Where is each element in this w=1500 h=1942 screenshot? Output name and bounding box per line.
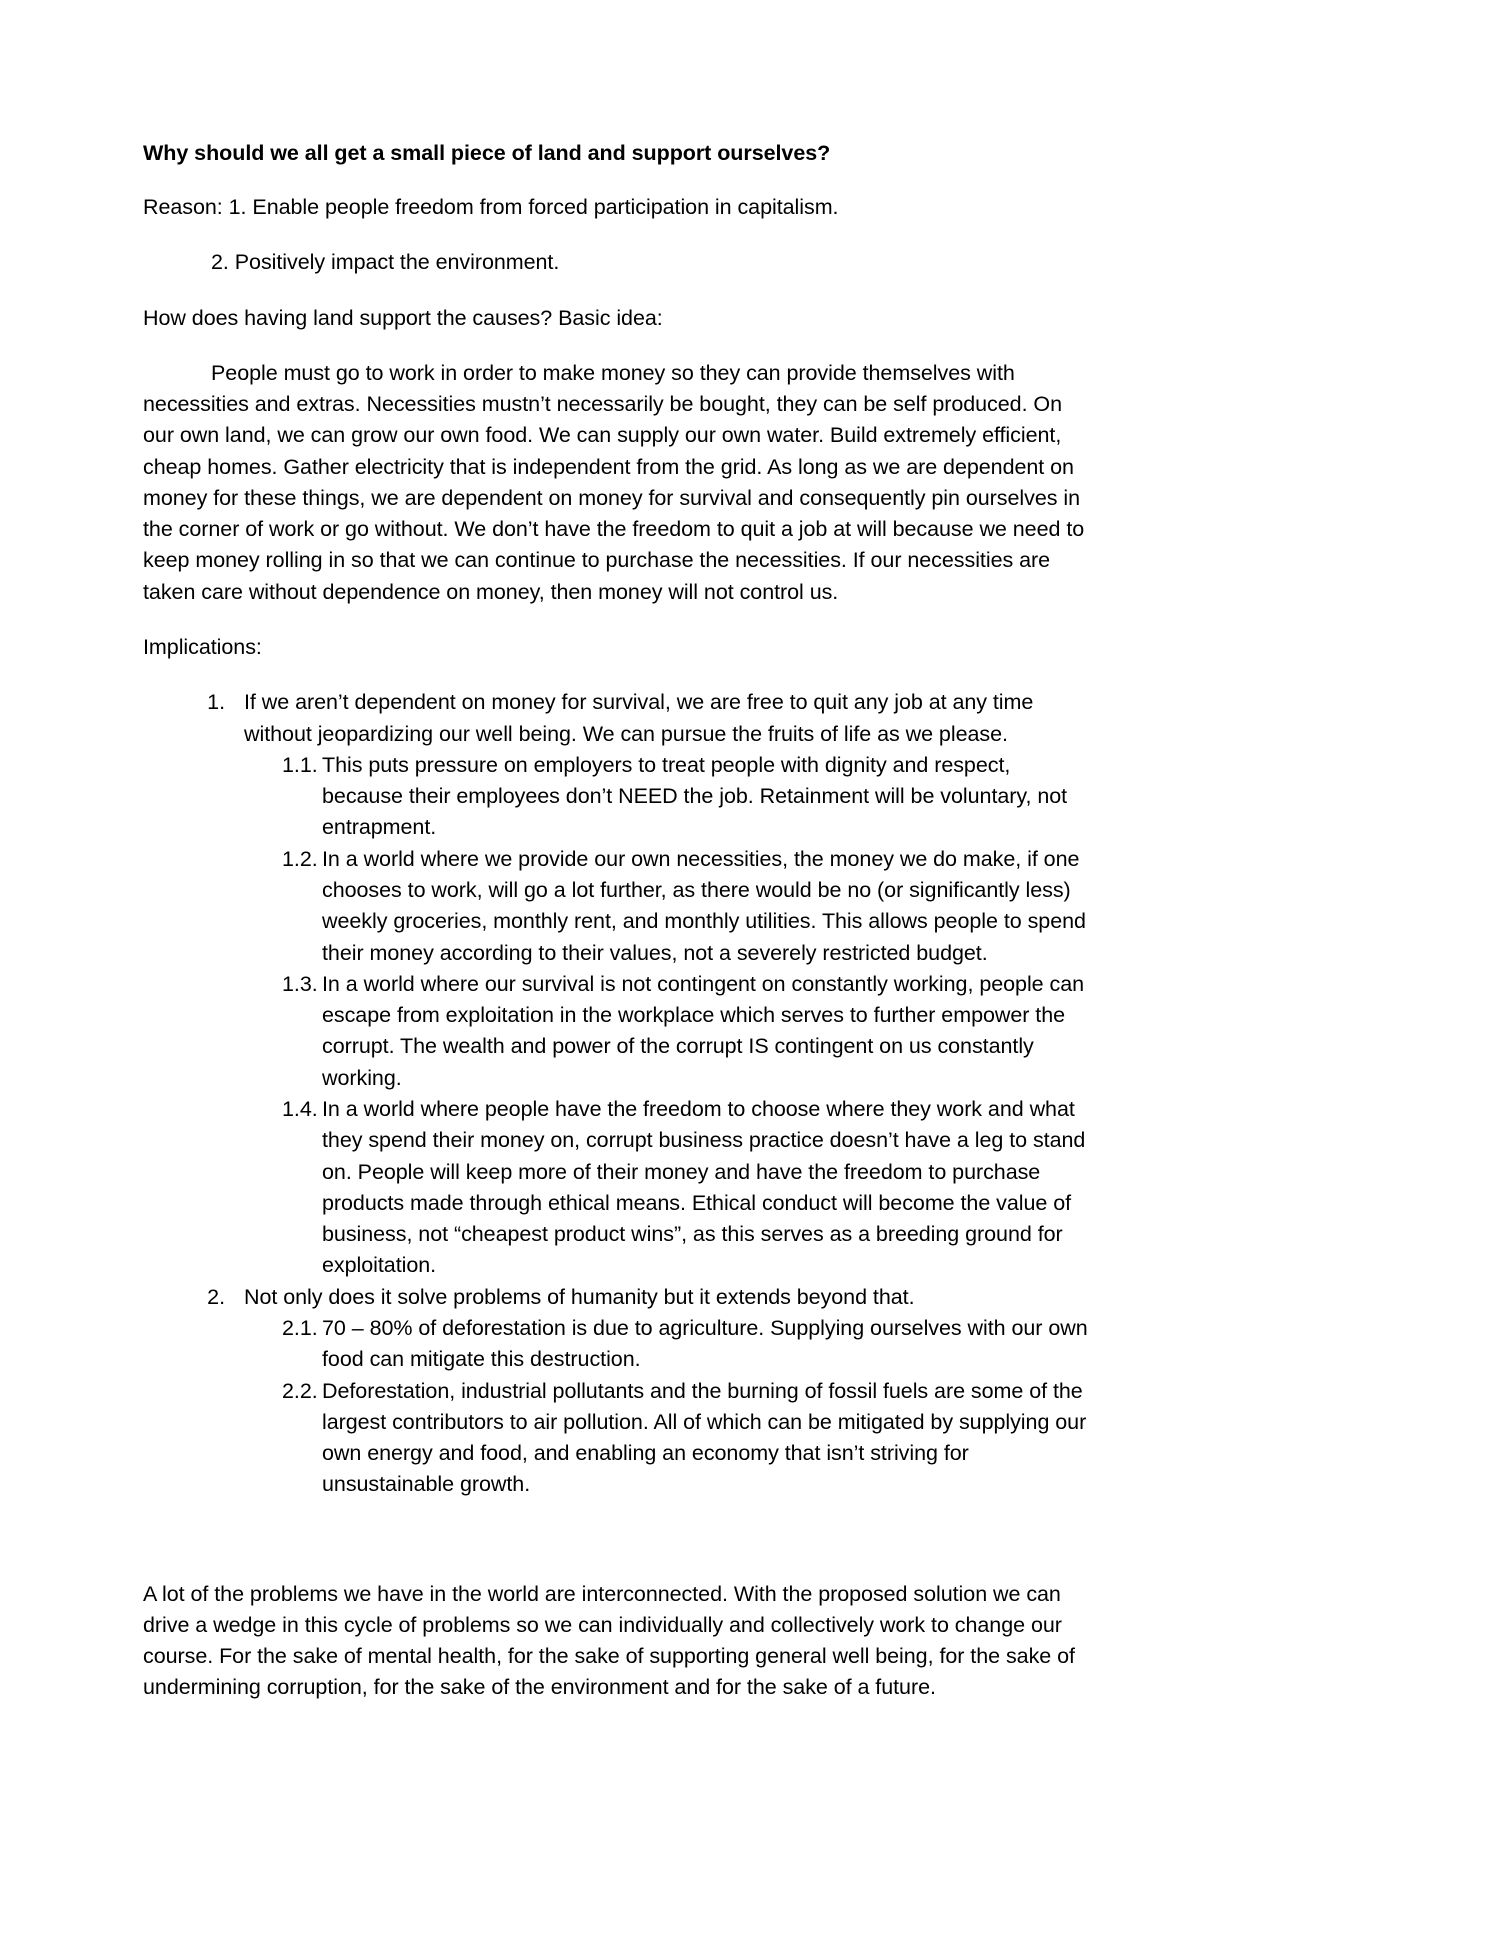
list-item-text: If we aren’t dependent on money for survival, we are free to quit any job at any time without jeopardizing our well being. We can pursue the fruits of life as we please. — [244, 690, 1034, 746]
list-item-text: Deforestation, industrial pollutants and the burning of fossil fuels are some of the largest contributors to air pollution. All of which can be mitigated by supplying our own energy and food, and enabling an economy that isn’t striving for unsustainable growth. — [322, 1378, 1087, 1497]
document-body — [143, 140, 1090, 1704]
list-marker: 1.1. — [282, 752, 318, 777]
list-item — [282, 750, 1090, 844]
list-marker: 1.4. — [282, 1096, 318, 1121]
list-marker: 2.2. — [282, 1378, 318, 1403]
list-item-text: 70 – 80% of deforestation is due to agriculture. Supplying ourselves with our own food can mitigate this destruction. — [322, 1315, 1088, 1372]
implications-label: Implications: — [143, 635, 262, 660]
list-marker: 1.2. — [282, 846, 318, 871]
list-item — [282, 1313, 1090, 1376]
list-item-text: In a world where people have the freedom to choose where they work and what they spend their money on, corrupt business practice doesn’t have a leg to stand on. People will keep more of their money and have the freedom to purchase products made through ethical means. Ethical conduct will become the value of business, not “cheapest product wins”, as this serves as a breeding ground for exploitation. — [322, 1096, 1086, 1278]
list-item-text: In a world where we provide our own necessities, the money we do make, if one chooses to work, will go a lot further, as there would be no (or significantly less) weekly groceries, monthly rent, and monthly utilities. This allows people to spend their money according to their values, not a severely restricted budget. — [322, 846, 1086, 965]
reason-line-one: Reason: 1. Enable people freedom from forced participation in capitalism. — [143, 194, 839, 219]
list-item-text: Not only does it solve problems of humanity but it extends beyond that. — [244, 1284, 915, 1309]
reason-line-two: 2. Positively impact the environment. — [211, 250, 560, 275]
list-item — [282, 969, 1090, 1094]
list-item — [177, 1282, 1090, 1501]
list-item-text: This puts pressure on employers to treat people with dignity and respect, because their employees don’t NEED the job. Retainment will be voluntary, not entrapment. — [322, 752, 1068, 840]
list-marker: 2. — [207, 1284, 225, 1309]
question-line: How does having land support the causes? Basic idea: — [143, 305, 663, 330]
list-item — [177, 687, 1090, 1281]
sub-list — [244, 750, 1090, 1282]
list-item — [282, 844, 1090, 969]
closing-paragraph: A lot of the problems we have in the world are interconnected. With the proposed solution we can drive a wedge in this cycle of problems so we can individually and collectively work to change our course. For the sake of mental health, for the sake of supporting general well being, for the sake of undermining corruption, for the sake of the environment and for the sake of a future. — [143, 1581, 1075, 1700]
list-item-text: In a world where our survival is not contingent on constantly working, people can escape from exploitation in the workplace which serves to further empower the corrupt. The wealth and power of the corrupt IS contingent on us constantly working. — [322, 971, 1085, 1090]
closing-section — [143, 1579, 1090, 1704]
list-item — [282, 1094, 1090, 1282]
list-marker: 1. — [207, 690, 225, 715]
sub-list — [244, 1313, 1090, 1501]
list-marker: 2.1. — [282, 1315, 318, 1340]
implications-list — [143, 687, 1090, 1500]
list-item — [282, 1376, 1090, 1501]
document-title: Why should we all get a small piece of land and support ourselves? — [143, 141, 831, 165]
list-marker: 1.3. — [282, 971, 318, 996]
basic-idea-paragraph: People must go to work in order to make money so they can provide themselves with necessities and extras. Necessities mustn’t necessarily be bought, they can be self produced. On our own land, we can grow our own food. We can supply our own water. Build extremely efficient, cheap homes. Gather electricity that is independent from the grid. As long as we are dependent on money for these things, we are dependent on money for survival and consequently pin ourselves in the corner of work or go without. We don’t have the freedom to quit a job at will because we need to keep money rolling in so that we can continue to purchase the necessities. If our necessities are taken care without dependence on money, then money will not control us. — [143, 360, 1085, 604]
